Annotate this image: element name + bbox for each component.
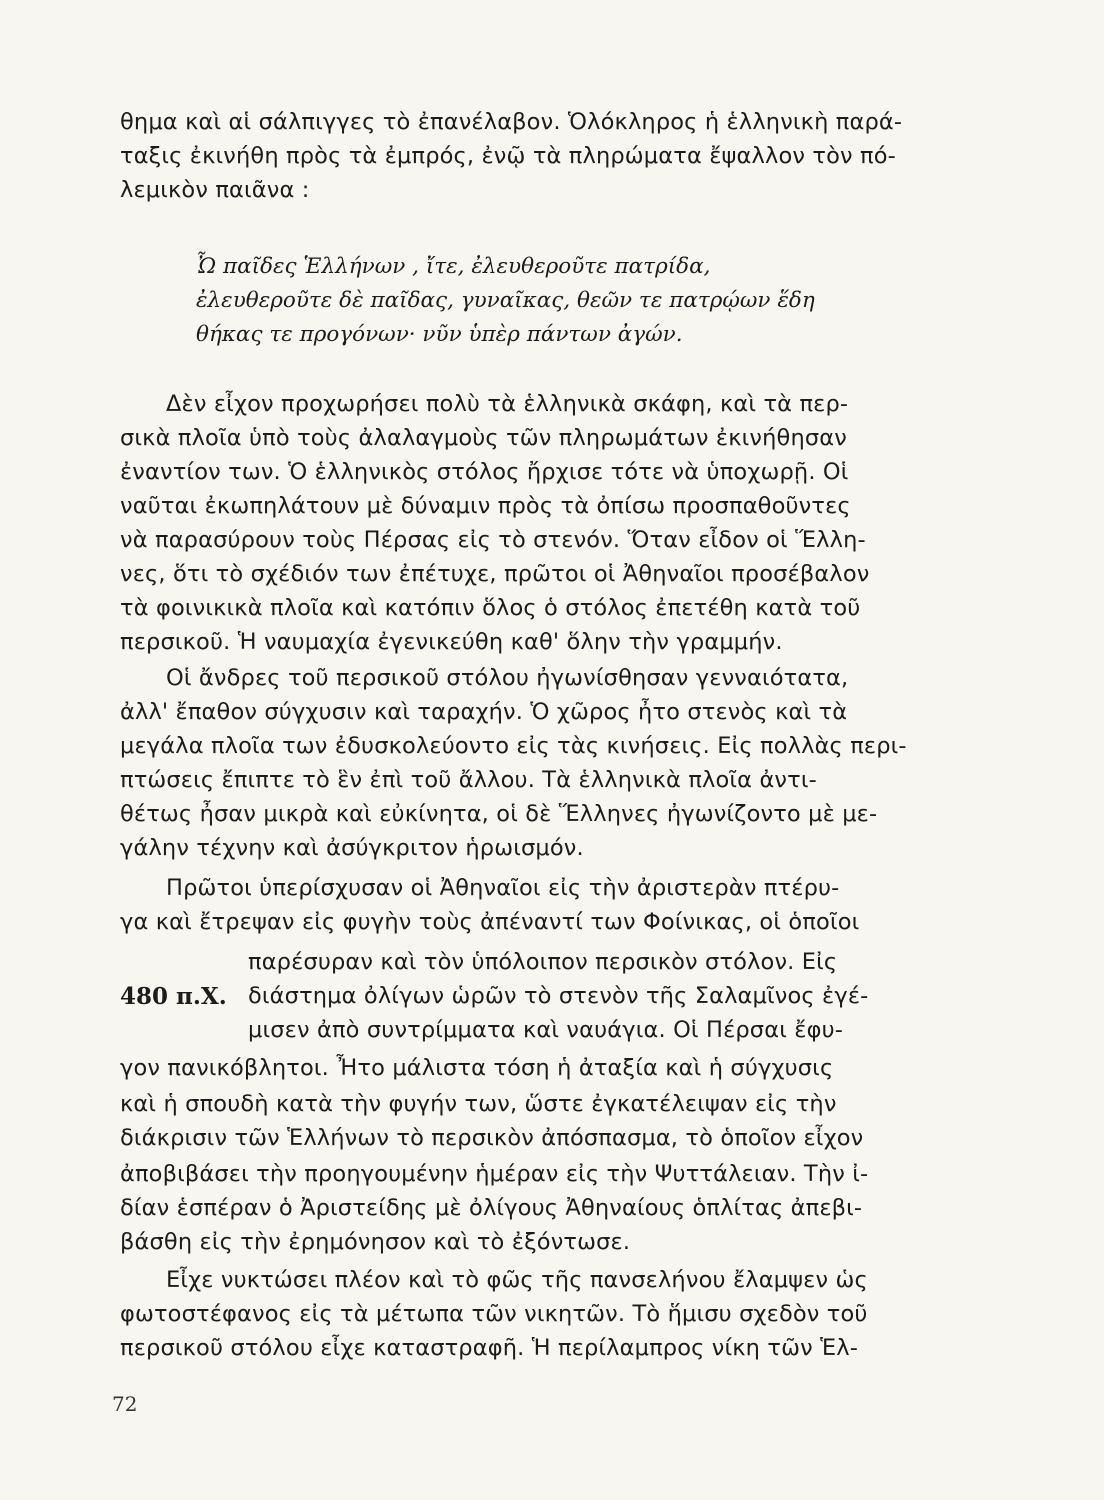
text-line: πτώσεις ἔπιπτε τὸ ἓν ἐπὶ τοῦ ἄλλου. Τὰ ἑλληνικὰ πλοῖα ἀντι- — [120, 767, 817, 793]
text-line: γον πανικόβλητοι. Ἦτο μάλιστα τόση ἡ ἀταξία καὶ ἡ σύγχυσις — [120, 1055, 834, 1081]
text-line: βάσθη εἰς τὴν ἐρημόνησον καὶ τὸ ἐξόντωσε. — [120, 1229, 631, 1255]
text-line: γάλην τέχνην καὶ ἀσύγκριτον ἡρωισμόν. — [120, 835, 584, 861]
text-line: μισεν ἀπὸ συντρίμματα καὶ ναυάγια. Οἱ Πέρσαι ἔφυ- — [248, 1017, 844, 1043]
text-line: γα καὶ ἔτρεψαν εἰς φυγὴν τοὺς ἀπέναντί των Φοίνικας, οἱ ὁποῖοι — [120, 909, 860, 935]
text-line: νες, ὅτι τὸ σχέδιόν των ἐπέτυχε, πρῶτοι οἱ Ἀθηναῖοι προσέβαλον — [120, 561, 870, 587]
text-line: διάκρισιν τῶν Ἑλλήνων τὸ περσικὸν ἀπόσπασμα, τὸ ὁποῖον εἶχον — [120, 1125, 864, 1151]
text-line: Οἱ ἄνδρες τοῦ περσικοῦ στόλου ἠγωνίσθησαν γενναιότατα, — [166, 665, 849, 691]
text-line: Εἶχε νυκτώσει πλέον καὶ τὸ φῶς τῆς πανσελήνου ἔλαμψεν ὡς — [166, 1267, 868, 1293]
text-line: δίαν ἑσπέραν ὁ Ἀριστείδης μὲ ὀλίγους Ἀθηναίους ὁπλίτας ἀπεβι- — [120, 1195, 863, 1221]
poem-line: θήκας τε προγόνων· νῦν ὑπὲρ πάντων ἀγών. — [196, 322, 683, 347]
poem-line: Ὦ παῖδες Ἑλλήνων , ἴτε, ἐλευθεροῦτε πατρίδα, — [196, 254, 711, 279]
text-line: περσικοῦ. Ἡ ναυμαχία ἐγενικεύθη καθ' ὅλην τὴν γραμμήν. — [120, 629, 783, 655]
page-number: 72 — [112, 1392, 138, 1416]
text-line: σικὰ πλοῖα ὑπὸ τοὺς ἀλαλαγμοὺς τῶν πληρωμάτων ἐκινήθησαν — [120, 425, 847, 451]
text-line: περσικοῦ στόλου εἶχε καταστραφῆ. Ἡ περίλαμπρος νίκη τῶν Ἑλ- — [120, 1335, 858, 1361]
text-line: μεγάλα πλοῖα των ἐδυσκολεύοντο εἰς τὰς κινήσεις. Εἰς πολλὰς περι- — [120, 733, 907, 759]
text-line: καὶ ἡ σπουδὴ κατὰ τὴν φυγήν των, ὥστε ἐγκατέλειψαν εἰς τὴν — [120, 1091, 837, 1117]
text-line: παρέσυραν καὶ τὸν ὑπόλοιπον περσικὸν στόλον. Εἰς — [248, 949, 838, 975]
text-line: λεμικὸν παιᾶνα : — [120, 177, 310, 203]
text-line: ἐναντίον των. Ὁ ἑλληνικὸς στόλος ἤρχισε τότε νὰ ὑποχωρῇ. Οἱ — [120, 459, 849, 485]
poem-line: ἐλευθεροῦτε δὲ παῖδας, γυναῖκας, θεῶν τε πατρῴων ἕδη — [196, 288, 815, 313]
text-line: θημα καὶ αἱ σάλπιγγες τὸ ἐπανέλαβον. Ὁλόκληρος ἡ ἑλληνικὴ παρά- — [120, 109, 903, 135]
text-line: ναῦται ἐκωπηλάτουν μὲ δύναμιν πρὸς τὰ ὀπίσω προσπαθοῦντες — [120, 493, 851, 519]
text-line: νὰ παρασύρουν τοὺς Πέρσας εἰς τὸ στενόν. Ὅταν εἶδον οἱ Ἕλλη- — [120, 527, 866, 553]
text-line: διάστημα ὀλίγων ὡρῶν τὸ στενὸν τῆς Σαλαμῖνος ἐγέ- — [248, 983, 869, 1009]
text-line: φωτοστέφανος εἰς τὰ μέτωπα τῶν νικητῶν. Τὸ ἥμισυ σχεδὸν τοῦ — [120, 1301, 868, 1327]
text-line: ἀλλ' ἔπαθον σύγχυσιν καὶ ταραχήν. Ὁ χῶρος ἦτο στενὸς καὶ τὰ — [120, 699, 848, 725]
margin-date-note: 480 π.Χ. — [120, 983, 227, 1010]
text-line: ἀποβιβάσει τὴν προηγουμένην ἡμέραν εἰς τὴν Ψυττάλειαν. Τὴν ἰ- — [120, 1161, 869, 1187]
text-line: Δὲν εἶχον προχωρήσει πολὺ τὰ ἑλληνικὰ σκάφη, καὶ τὰ περ- — [166, 391, 849, 417]
text-line: Πρῶτοι ὑπερίσχυσαν οἱ Ἀθηναῖοι εἰς τὴν ἀριστερὰν πτέρυ- — [166, 875, 840, 901]
text-line: θέτως ἦσαν μικρὰ καὶ εὐκίνητα, οἱ δὲ Ἕλληνες ἠγωνίζοντο μὲ με- — [120, 801, 878, 827]
text-line: τὰ φοινικικὰ πλοῖα καὶ κατόπιν ὅλος ὁ στόλος ἐπετέθη κατὰ τοῦ — [120, 595, 861, 621]
text-line: ταξις ἐκινήθη πρὸς τὰ ἐμπρός, ἐνῷ τὰ πληρώματα ἔψαλλον τὸν πό- — [120, 143, 896, 169]
